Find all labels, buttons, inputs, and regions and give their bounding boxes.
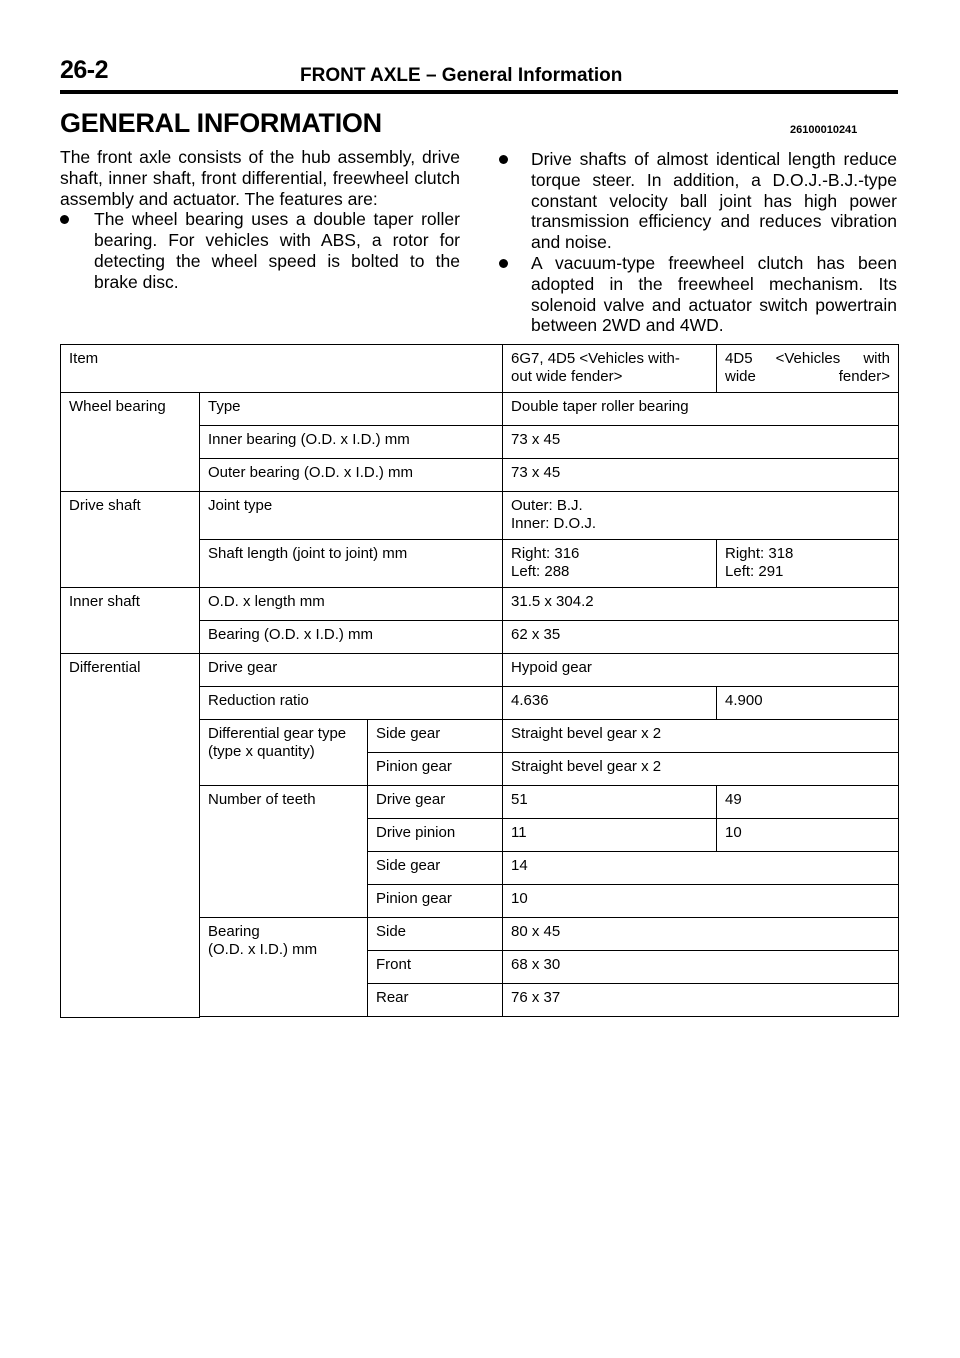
row-value: 62 x 35	[503, 621, 899, 654]
header-col-b: 4D5 <Vehicles with wide fender>	[717, 345, 899, 393]
row-label: Rear	[368, 984, 503, 1017]
bullet-text: The wheel bearing uses a double taper roller bearing. For vehicles with ABS, a rotor for detecting the wheel speed is bolted to the brake disc.	[94, 209, 460, 292]
table-header-row	[61, 345, 899, 393]
specifications-table	[60, 344, 899, 1018]
row-label: Front	[368, 951, 503, 984]
right-column	[497, 149, 897, 336]
row-label: Pinion gear	[368, 885, 503, 918]
row-label: Reduction ratio	[200, 687, 503, 720]
row-value-a: 4.636	[503, 687, 717, 720]
table-row	[61, 588, 899, 621]
row-value: Straight bevel gear x 2	[503, 720, 899, 753]
section-title: GENERAL INFORMATION	[60, 108, 382, 138]
row-value: Outer: B.J. Inner: D.O.J.	[503, 492, 899, 540]
row-label: Side gear	[368, 720, 503, 753]
subgroup-bearing: Bearing (O.D. x I.D.) mm	[200, 918, 368, 1017]
bullet-dot-icon	[499, 259, 508, 268]
row-value: 10	[503, 885, 899, 918]
row-label: Shaft length (joint to joint) mm	[200, 540, 503, 588]
row-label: Side gear	[368, 852, 503, 885]
bullet-dot-icon	[499, 155, 508, 164]
intro-paragraph: The front axle consists of the hub assembly, drive shaft, inner shaft, front differential, freewheel clutch assembly and actuator. The features are:	[60, 147, 460, 209]
row-label: Bearing (O.D. x I.D.) mm	[200, 621, 503, 654]
header-rule	[60, 90, 898, 94]
subgroup-gear-type: Differential gear type (type x quantity)	[200, 720, 368, 786]
row-value-b: Right: 318 Left: 291	[717, 540, 899, 588]
group-drive-shaft: Drive shaft	[61, 492, 200, 588]
header-title: FRONT AXLE – General Information	[300, 65, 623, 86]
bullet-item	[497, 253, 897, 336]
row-label: Pinion gear	[368, 753, 503, 786]
row-value: 31.5 x 304.2	[503, 588, 899, 621]
row-value-b: 4.900	[717, 687, 899, 720]
row-label: Drive gear	[200, 654, 503, 687]
group-differential: Differential	[61, 654, 200, 1018]
left-column	[60, 147, 460, 293]
row-value: 73 x 45	[503, 426, 899, 459]
row-value: Straight bevel gear x 2	[503, 753, 899, 786]
page-number: 26-2	[60, 56, 109, 84]
row-value: Hypoid gear	[503, 654, 899, 687]
row-value-a: 11	[503, 819, 717, 852]
row-value: 76 x 37	[503, 984, 899, 1017]
bullet-text: Drive shafts of almost identical length reduce torque steer. In addition, a D.O.J.-B.J.-type constant velocity ball joint has high power transmission efficiency and reduces vibration and noise.	[531, 149, 897, 253]
table-row	[61, 393, 899, 426]
row-label: Side	[368, 918, 503, 951]
bullet-dot-icon	[60, 215, 69, 224]
row-label: Inner bearing (O.D. x I.D.) mm	[200, 426, 503, 459]
row-label: Drive gear	[368, 786, 503, 819]
group-wheel-bearing: Wheel bearing	[61, 393, 200, 492]
bullet-item	[60, 209, 460, 292]
table-row	[61, 654, 899, 687]
row-value-b: 10	[717, 819, 899, 852]
section-code: 26100010241	[790, 124, 858, 136]
bullet-item	[497, 149, 897, 253]
row-label: O.D. x length mm	[200, 588, 503, 621]
row-value-a: Right: 316 Left: 288	[503, 540, 717, 588]
header-col-a: 6G7, 4D5 <Vehicles with- out wide fender>	[503, 345, 717, 393]
row-value-a: 51	[503, 786, 717, 819]
row-label: Joint type	[200, 492, 503, 540]
group-inner-shaft: Inner shaft	[61, 588, 200, 654]
header-item: Item	[61, 345, 503, 393]
row-label: Drive pinion	[368, 819, 503, 852]
page-header	[60, 56, 900, 92]
row-value-b: 49	[717, 786, 899, 819]
row-value: 68 x 30	[503, 951, 899, 984]
subgroup-teeth: Number of teeth	[200, 786, 368, 918]
table-row	[61, 492, 899, 540]
row-label: Outer bearing (O.D. x I.D.) mm	[200, 459, 503, 492]
bullet-text: A vacuum-type freewheel clutch has been adopted in the freewheel mechanism. Its solenoid valve and actuator switch powertrain between 2WD and 4WD.	[531, 252, 897, 336]
row-value: 73 x 45	[503, 459, 899, 492]
row-value: Double taper roller bearing	[503, 393, 899, 426]
spacer-cell	[200, 1017, 899, 1018]
row-label: Type	[200, 393, 503, 426]
row-value: 80 x 45	[503, 918, 899, 951]
row-value: 14	[503, 852, 899, 885]
